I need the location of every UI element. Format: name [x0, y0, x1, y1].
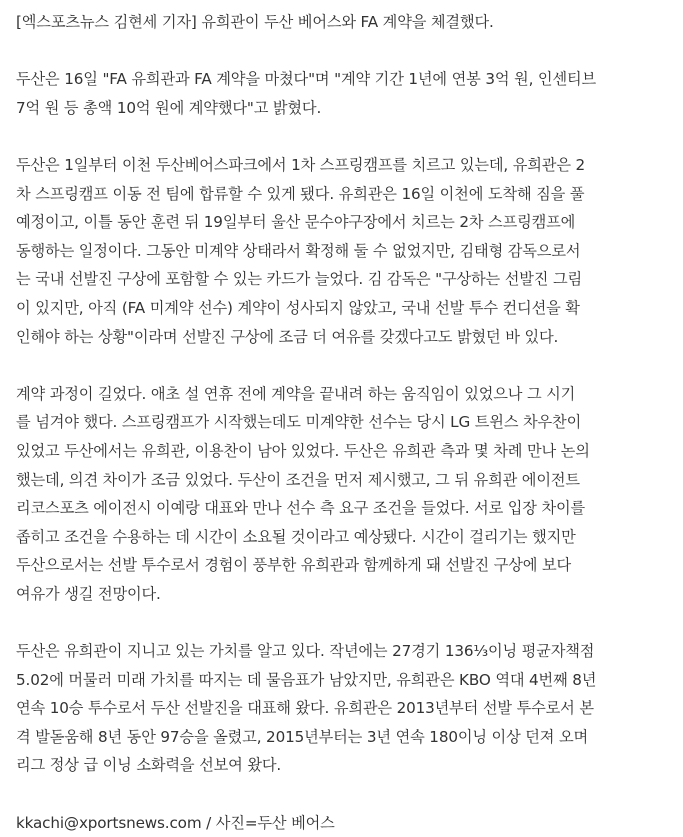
paragraph-spacer [16, 780, 683, 809]
paragraph-spacer [16, 351, 683, 380]
article-paragraph: 두산은 유희관이 지니고 있는 가치를 알고 있다. 작년에는 27경기 136⅓이닝 평균자책점 5.02에 머물러 미래 가치를 따지는 데 물음표가 남았지만, 유희관은 KBO 역대 4번째 8년 연속 10승 투수로서 두산 선발진을 대표해 왔다. 유희관은 2013년부터 선발 투수로서 본 격 발돋움해 8년 동안 97승을 올렸고, 2015년부터는 3년 연속 180이닝 이상 던져 오며 리그 정상 급 이닝 소화력을 선보여 왔다. [16, 642, 597, 775]
article-byline: kkachi@xportsnews.com / 사진=두산 베어스 [16, 813, 335, 832]
article-paragraph: 두산은 16일 "FA 유희관과 FA 계약을 마쳤다"며 "계약 기간 1년에 연봉 3억 원, 인센티브 7억 원 등 총액 10억 원에 계약했다"고 밝혔다. [16, 70, 597, 117]
article-paragraph: 계약 과정이 길었다. 애초 설 연휴 전에 계약을 끝내려 하는 움직임이 있었으나 그 시기 를 넘겨야 했다. 스프링캠프가 시작했는데도 미계약한 선수는 당시 LG 트윈스 차우찬이 있었고 두산에서는 유희관, 이용찬이 남아 있었다. 두산은 유희관 측과 몇 차례 만나 논의 했는데, 의견 차이가 조금 있었다. 두산이 조건을 먼저 제시했고, 그 뒤 유희관 에이전트 리코스포츠 에이전시 이예랑 대표와 만나 선수 측 요구 조건을 들었다. 서로 입장 차이를 좁히고 조건을 수용하는 데 시간이 소요될 것이라고 예상됐다. 시간이 걸리기는 했지만 두산으로서는 선발 투수로서 경험이 풍부한 유희관과 함께하게 돼 선발진 구상에 보다 여유가 생길 전망이다. [16, 384, 590, 603]
article-paragraph: 두산은 1일부터 이천 두산베어스파크에서 1차 스프링캠프를 치르고 있는데, 유희관은 2 차 스프링캠프 이동 전 팀에 합류할 수 있게 됐다. 유희관은 16일 이천에 도착해 짐을 풀 예정이고, 이틀 동안 훈련 뒤 19일부터 울산 문수야구장에서 치르는 2차 스프링캠프에 동행하는 일정이다. 그동안 미계약 상태라서 확정해 둘 수 없었지만, 김태형 감독으로서 는 국내 선발진 구상에 포함할 수 있는 카드가 늘었다. 김 감독은 "구상하는 선발진 그림 이 있지만, 아직 (FA 미계약 선수) 계약이 성사되지 않았고, 국내 선발 투수 컨디션을 확 인해야 하는 상황"이라며 선발진 구상에 조금 더 여유를 갖겠다고도 밝혔던 바 있다. [16, 155, 586, 346]
paragraph-spacer [16, 608, 683, 637]
paragraph-spacer [16, 122, 683, 151]
paragraph-spacer [16, 37, 683, 66]
article-lead: [엑스포츠뉴스 김현세 기자] 유희관이 두산 베어스와 FA 계약을 체결했다. [16, 13, 494, 31]
